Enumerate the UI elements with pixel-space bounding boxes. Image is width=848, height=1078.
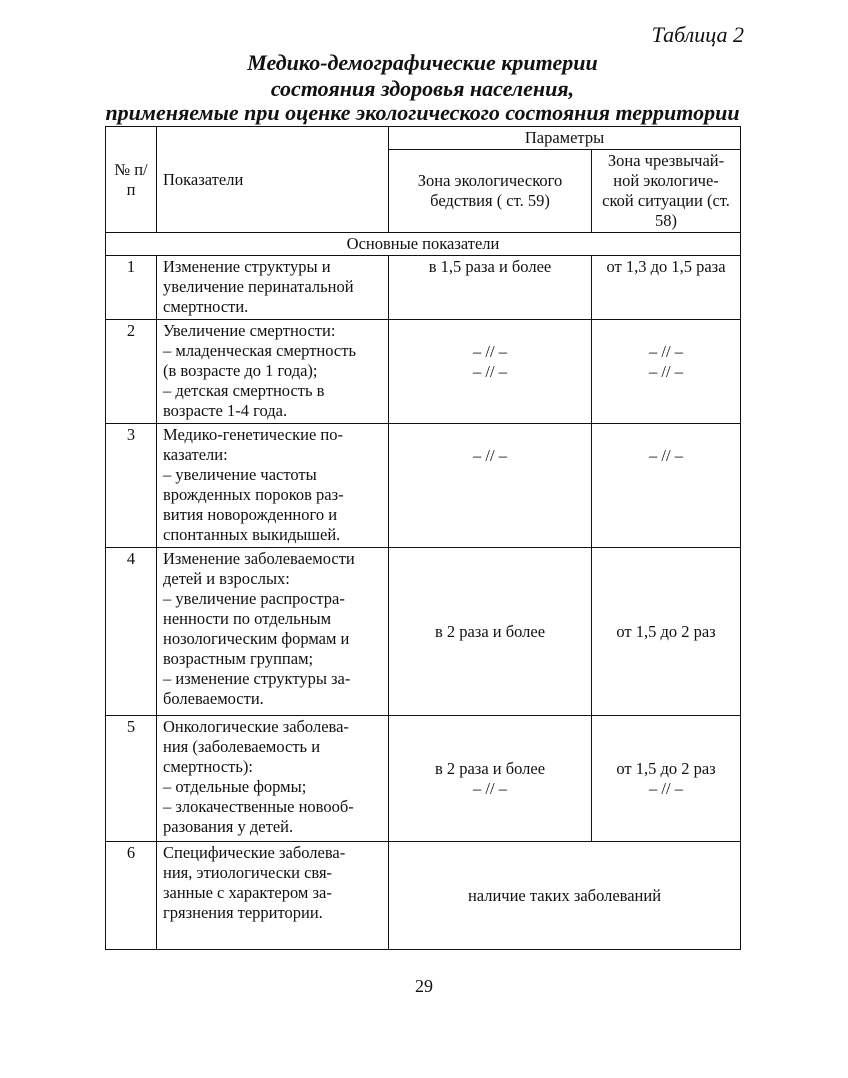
emergency-value (592, 548, 741, 716)
row-indicator (157, 716, 389, 842)
indicator-line: ния (заболеваемость и (163, 737, 321, 756)
emergency-value (592, 716, 741, 842)
table-caption: Таблица 2 (651, 22, 744, 47)
row-number: 4 (106, 548, 157, 716)
disaster-value-line: – // – (473, 446, 507, 465)
indicator-line: детей и взрослых: (163, 569, 290, 588)
emergency-value (592, 256, 741, 320)
row-number: 1 (106, 256, 157, 320)
indicator-line: смертности. (163, 297, 249, 316)
row-indicator (157, 256, 389, 320)
indicator-line: смертность): (163, 757, 253, 776)
disaster-value-line: в 2 раза и более (434, 758, 546, 778)
indicator-line: ненности по отдельным (163, 609, 332, 628)
emergency-value-line: от 1,3 до 1,5 раза (606, 257, 726, 276)
header-indicators: Показатели (157, 127, 389, 233)
indicator-line: (в возрасте до 1 года); (163, 361, 318, 380)
disaster-value-line: – // – (473, 342, 507, 361)
indicator-line: Медико-генетические по- (163, 425, 344, 444)
table-row (106, 320, 741, 424)
header-emergency-zone: Зона чрезвычай-ной экологиче-ской ситуации (ст. 58) (592, 150, 741, 233)
disaster-value (389, 256, 592, 320)
indicator-line: Изменение структуры и (163, 257, 331, 276)
indicator-line: казатели: (163, 445, 228, 464)
indicator-line: возрастным группам; (163, 649, 314, 668)
header-params: Параметры (389, 127, 741, 150)
row-indicator (157, 320, 389, 424)
emergency-value-line: от 1,5 до 2 раз (616, 621, 716, 641)
indicator-line: – злокачественные новооб- (163, 797, 354, 816)
disaster-value-line: – // – (473, 362, 507, 381)
table-title-line-3: применяемые при оценке экологического состояния территории (105, 100, 740, 125)
indicator-line: спонтанных выкидышей. (163, 525, 341, 544)
header-num: № п/п (106, 127, 157, 233)
header-disaster-zone: Зона экологического бедствия ( ст. 59) (389, 150, 592, 233)
disaster-value (389, 716, 592, 842)
table-row (106, 842, 741, 950)
indicator-line: Онкологические заболева- (163, 717, 349, 736)
row-indicator (157, 424, 389, 548)
table-title-line-2: состояния здоровья населения, (270, 76, 575, 101)
emergency-value-line: – // – (649, 342, 683, 361)
indicator-line: – младенческая смертность (163, 341, 356, 360)
row-indicator (157, 842, 389, 950)
indicator-line: нозологическим формам и (163, 629, 350, 648)
emergency-value-line: – // – (649, 362, 683, 381)
disaster-value-line: в 2 раза и более (434, 621, 546, 641)
emergency-value (592, 320, 741, 424)
indicator-line: – детская смертность в (163, 381, 325, 400)
indicator-line: – увеличение распростра- (163, 589, 345, 608)
indicator-line: разования у детей. (163, 817, 294, 836)
disaster-value-line: – // – (473, 778, 507, 798)
indicator-line: занные с характером за- (163, 883, 332, 902)
indicator-line: врожденных пороков раз- (163, 485, 344, 504)
indicator-line: Специфические заболева- (163, 843, 346, 862)
disaster-value-line: в 1,5 раза и более (428, 257, 552, 276)
row-number: 6 (106, 842, 157, 950)
row-number: 5 (106, 716, 157, 842)
table-row (106, 716, 741, 842)
indicator-line: возрасте 1-4 года. (163, 401, 288, 420)
disaster-value (389, 548, 592, 716)
indicator-line: Увеличение смертности: (163, 321, 336, 340)
indicator-line: – изменение структуры за- (163, 669, 351, 688)
indicator-line: увеличение перинатальной (163, 277, 354, 296)
table-body (106, 256, 741, 950)
disaster-value (389, 424, 592, 548)
page-number: 29 (415, 976, 433, 996)
indicator-line: ния, этиологически свя- (163, 863, 333, 882)
indicator-line: Изменение заболеваемости (163, 549, 355, 568)
indicator-line: болеваемости. (163, 689, 264, 708)
table-row (106, 548, 741, 716)
indicator-line: – увеличение частоты (163, 465, 317, 484)
merged-value: наличие таких заболеваний (389, 842, 741, 950)
table-title-line-1: Медико-демографические критерии (247, 50, 598, 75)
section-heading: Основные показатели (106, 233, 741, 256)
row-indicator (157, 548, 389, 716)
indicator-line: вития новорожденного и (163, 505, 338, 524)
emergency-value (592, 424, 741, 548)
table-row (106, 256, 741, 320)
table-row (106, 424, 741, 548)
row-number: 2 (106, 320, 157, 424)
disaster-value (389, 320, 592, 424)
indicator-line: грязнения территории. (163, 903, 323, 922)
indicator-line: – отдельные формы; (163, 777, 307, 796)
emergency-value-line: – // – (649, 446, 683, 465)
criteria-table (105, 126, 741, 950)
emergency-value-line: – // – (649, 778, 683, 798)
row-number: 3 (106, 424, 157, 548)
emergency-value-line: от 1,5 до 2 раз (616, 758, 716, 778)
